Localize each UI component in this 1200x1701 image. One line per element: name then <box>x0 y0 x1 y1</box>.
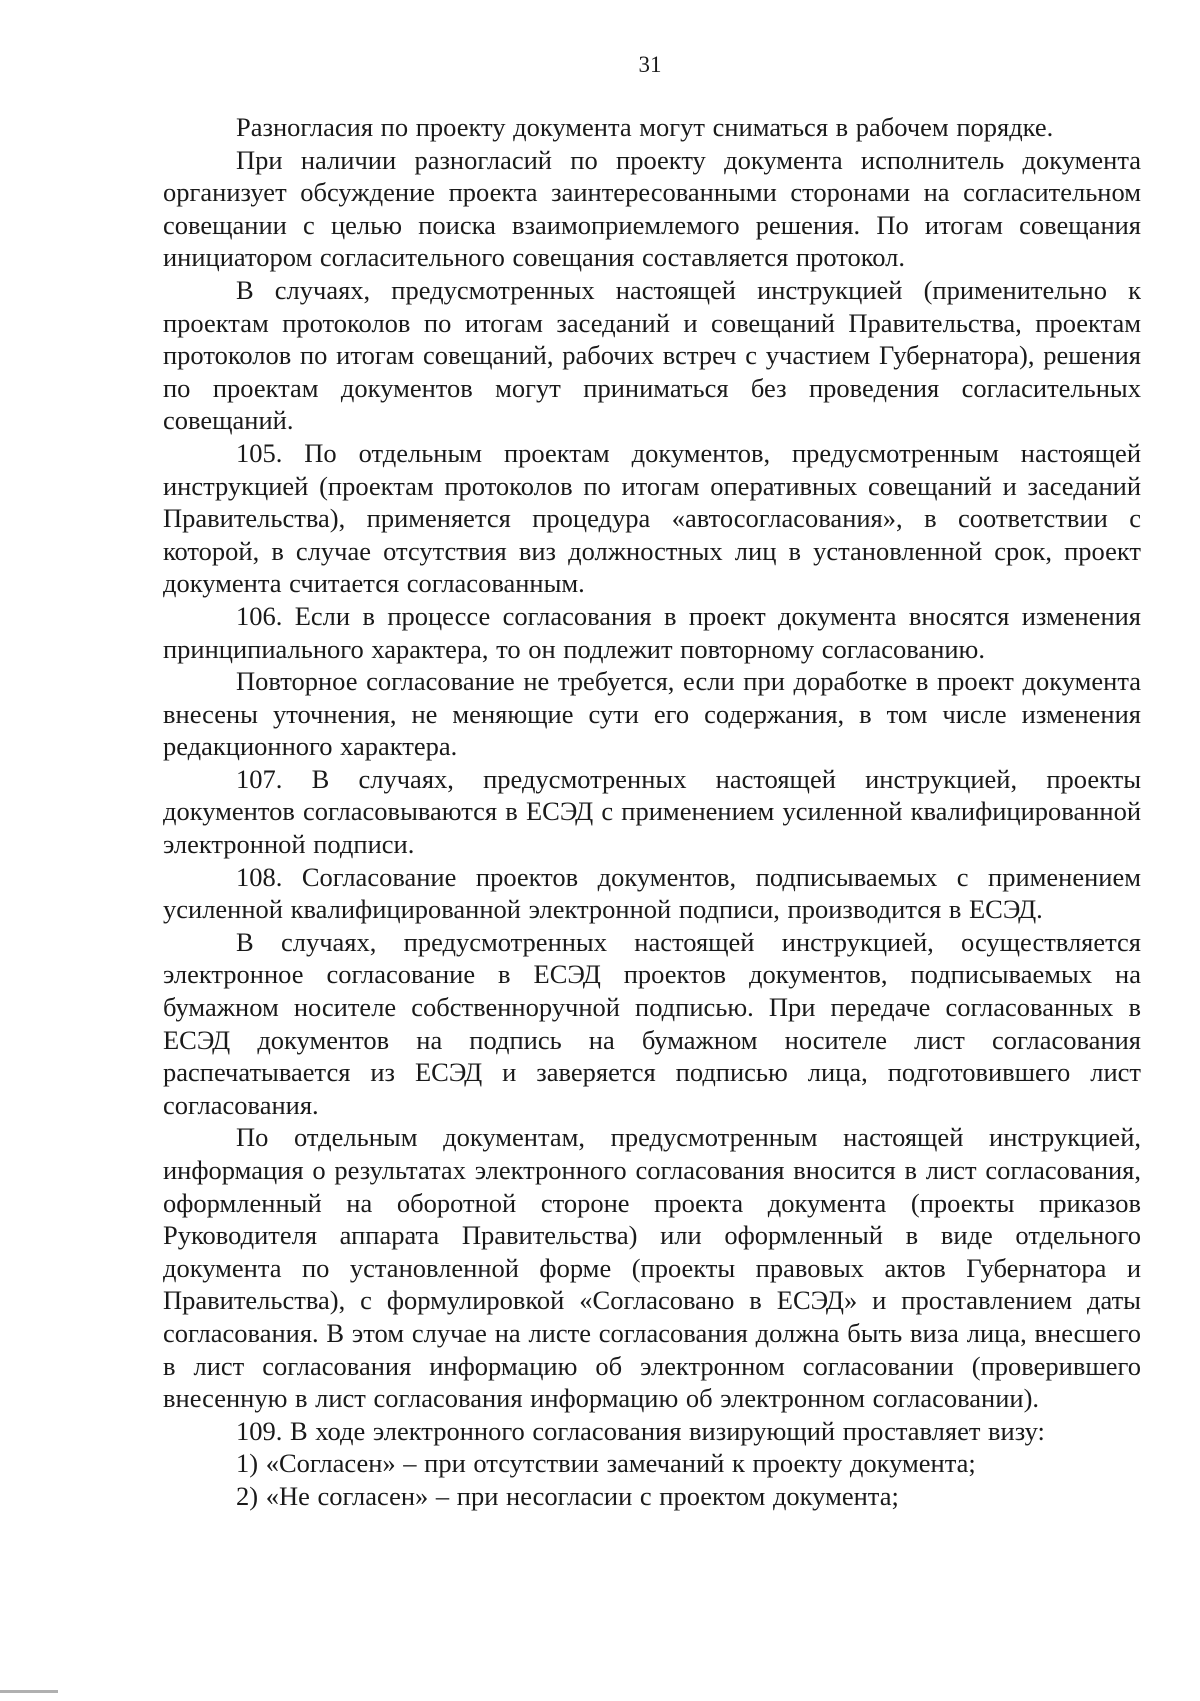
paragraph: При наличии разногласий по проекту документа исполнитель документа организует обсуждение проекта заинтересованными сторонами на согласительном совещании с целью поиска взаимоприемлемого решения. По итогам совещания инициатором согласительного совещания составляется протокол. <box>163 144 1141 273</box>
paragraph: 108. Согласование проектов документов, подписываемых с применением усиленной квалифицированной электронной подписи, производится в ЕСЭД. <box>163 861 1141 925</box>
paragraph: 109. В ходе электронного согласования визирующий проставляет визу: <box>236 1415 1045 1446</box>
paragraph: 107. В случаях, предусмотренных настоящей инструкцией, проекты документов согласовываются в ЕСЭД с применением усиленной квалифицированной электронной подписи. <box>163 763 1141 860</box>
paragraph: В случаях, предусмотренных настоящей инструкцией (применительно к проектам протоколов по итогам заседаний и совещаний Правительства, проектам протоколов по итогам совещаний, рабочих встреч с участием Губернатора), решения по проектам документов могут приниматься без проведения согласительных совещаний. <box>163 274 1141 436</box>
paragraph: Разногласия по проекту документа могут сниматься в рабочем порядке. <box>236 112 1054 142</box>
paragraph: В случаях, предусмотренных настоящей инструкцией, осуществляется электронное согласование в ЕСЭД проектов документов, подписываемых на бумажном носителе собственноручной подписью. При передаче согласованных в ЕСЭД документов на подпись на бумажном носителе лист согласования распечатывается из ЕСЭД и заверяется подписью лица, подготовившего лист согласования. <box>163 926 1141 1120</box>
paragraph: Повторное согласование не требуется, если при доработке в проект документа внесены уточнения, не меняющие сути его содержания, в том числе изменения редакционного характера. <box>163 666 1141 762</box>
paragraph: 105. По отдельным проектам документов, предусмотренным настоящей инструкцией (проектам протоколов по итогам оперативных совещаний и заседаний Правительства), применяется процедура «автосогласования», в соответствии с которой, в случае отсутствия виз должностных лиц в установленной срок, проект документа считается согласованным. <box>163 437 1141 599</box>
paragraph: 106. Если в процессе согласования в проект документа вносятся изменения принципиального характера, то он подлежит повторному согласованию. <box>163 600 1141 664</box>
document-body <box>163 111 1141 1513</box>
scan-edge-mark <box>0 1690 58 1693</box>
list-item: 1) «Согласен» – при отсутствии замечаний к проекту документа; <box>236 1448 976 1479</box>
page-number: 31 <box>638 52 662 77</box>
paragraph: По отдельным документам, предусмотренным настоящей инструкцией, информация о результатах электронного согласования вносится в лист согласования, оформленный на оборотной стороне проекта документа (проекты приказов Руководителя аппарата Правительства) или оформленный в виде отдельного документа по установленной форме (проекты правовых актов Губернатора и Правительства), с формулировкой «Согласовано в ЕСЭД» и проставлением даты согласования. В этом случае на листе согласования должна быть виза лица, внесшего в лист согласования информацию об электронном согласовании (проверившего внесенную в лист согласования информацию об электронном согласовании). <box>163 1122 1141 1414</box>
list-item: 2) «Не согласен» – при несогласии с проектом документа; <box>236 1480 899 1511</box>
